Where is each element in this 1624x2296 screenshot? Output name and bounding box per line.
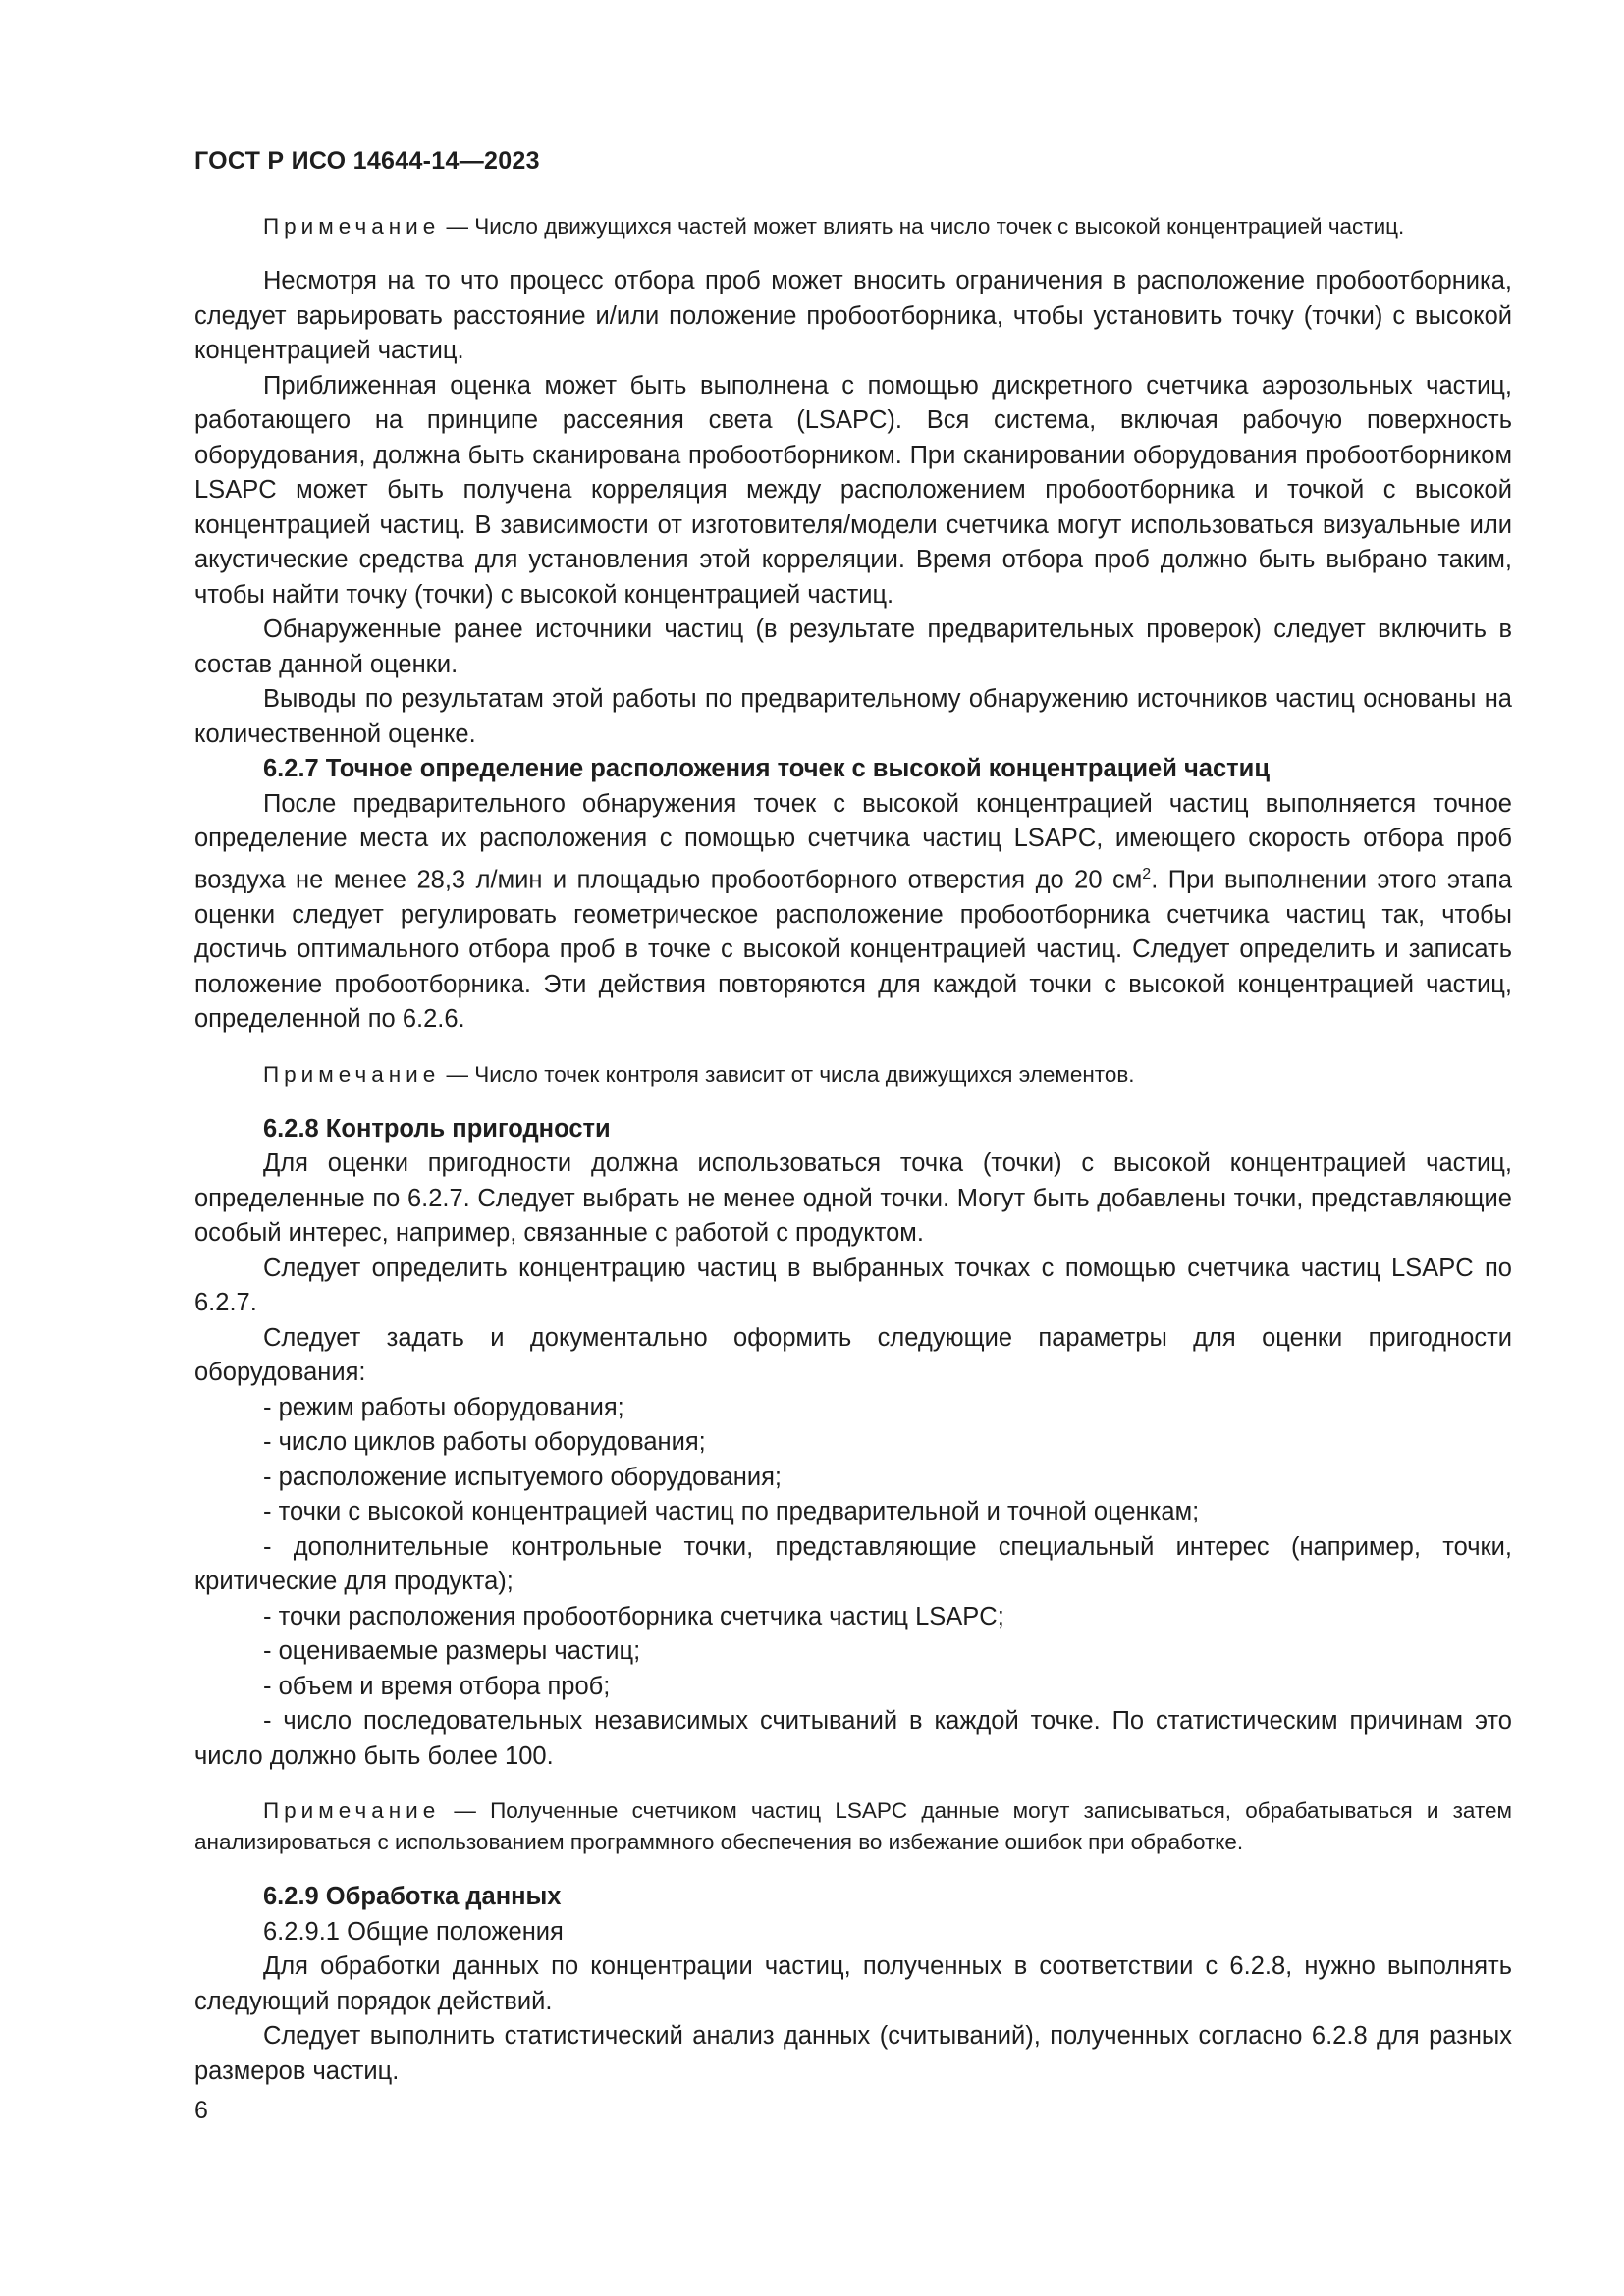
note-label: Примечание	[263, 1061, 441, 1087]
parameter-list	[194, 1391, 1512, 1775]
section-heading-6-2-7: 6.2.7 Точное определение расположения точек с высокой концентрацией частиц	[263, 755, 1270, 782]
note-2	[194, 1059, 1512, 1091]
section-heading-6-2-9: 6.2.9 Обработка данных	[263, 1883, 562, 1910]
list-item: - оцениваемые размеры частиц;	[263, 1637, 641, 1665]
list-item: - объем и время отбора проб;	[263, 1672, 611, 1700]
note-label: Примечание	[263, 214, 441, 239]
note-1	[194, 211, 1512, 242]
paragraph: Выводы по результатам этой работы по предварительному обнаружению источников частиц основаны на количественной оценке.	[194, 685, 1512, 748]
paragraph: Следует выполнить статистический анализ данных (считываний), полученных согласно 6.2.8 для разных размеров частиц.	[194, 2022, 1512, 2085]
page-number: 6	[194, 2097, 208, 2124]
paragraph: Для обработки данных по концентрации частиц, полученных в соответствии с 6.2.8, нужно выполнять следующий порядок действий.	[194, 1952, 1512, 2015]
list-item: - режим работы оборудования;	[263, 1393, 624, 1421]
document-page	[194, 147, 1512, 2089]
paragraph: Несмотря на то что процесс отбора проб может вносить ограничения в расположение пробоотборника, следует варьировать расстояние и/или положение пробоотборника, чтобы установить точку (точки) с высокой концентрацией частиц.	[194, 267, 1512, 364]
note-text: — Число точек контроля зависит от числа движущихся элементов.	[440, 1061, 1135, 1087]
list-item: - дополнительные контрольные точки, представляющие специальный интерес (например, точки, критические для продукта);	[194, 1532, 1512, 1595]
section-heading-6-2-8: 6.2.8 Контроль пригодности	[263, 1114, 611, 1143]
note-text: — Число движущихся частей может влиять на число точек с высокой концентрацией частиц.	[440, 214, 1405, 239]
paragraph: Приближенная оценка может быть выполнена с помощью дискретного счетчика аэрозольных частиц, работающего на принципе рассеяния света (LSAPC). Вся система, включая рабочую поверхность оборудования, должна быть сканирована пробоотборником. При сканировании оборудования пробоотборником LSAPC может быть получена корреляция между расположением пробоотборника и точкой с высокой концентрацией частиц. В зависимости от изготовителя/модели счетчика могут использоваться визуальные или акустические средства для установления этой корреляции. Время отбора проб должно быть выбрано таким, чтобы найти точку (точки) с высокой концентрацией частиц.	[194, 371, 1512, 609]
list-item: - точки с высокой концентрацией частиц по предварительной и точной оценкам;	[263, 1498, 1200, 1525]
list-item: - расположение испытуемого оборудования;	[263, 1463, 782, 1491]
note-3	[194, 1795, 1512, 1858]
paragraph-text: После предварительного обнаружения точек с высокой концентрацией частиц выполняется точное определение места их расположения с помощью счетчика частиц LSAPC, имеющего скорость отбора проб воздуха не менее 28,3 л/мин и площадью пробоотборного отверстия до 20 см	[194, 789, 1512, 893]
paragraph: Для оценки пригодности должна использоваться точка (точки) с высокой концентрацией частиц, определенные по 6.2.7. Следует выбрать не менее одной точки. Могут быть добавлены точки, представляющие особый интерес, например, связанные с работой с продуктом.	[194, 1149, 1512, 1247]
list-item: - точки расположения пробоотборника счетчика частиц LSAPC;	[263, 1602, 1004, 1630]
paragraph: Следует задать и документально оформить следующие параметры для оценки пригодности оборудования:	[194, 1323, 1512, 1386]
paragraph: Обнаруженные ранее источники частиц (в результате предварительных проверок) следует включить в состав данной оценки.	[194, 615, 1512, 678]
note-label: Примечание	[263, 1798, 441, 1823]
paragraph	[194, 787, 1512, 1038]
paragraph-text: . При выполнении этого этапа оценки следует регулировать геометрическое расположение пробоотборника счетчика частиц так, чтобы достичь оптимального отбора проб в точке с высокой концентрацией частиц. Следует определить и записать положение пробоотборника. Эти действия повторяются для каждой точки с высокой концентрацией частиц, определенной по 6.2.6.	[194, 866, 1512, 1033]
paragraph: Следует определить концентрацию частиц в выбранных точках с помощью счетчика частиц LSAPC по 6.2.7.	[194, 1254, 1512, 1316]
subsection-heading-6-2-9-1: 6.2.9.1 Общие положения	[263, 1917, 564, 1946]
note-text: — Полученные счетчиком частиц LSAPC данные могут записываться, обрабатываться и затем анализироваться с использованием программного обеспечения во избежание ошибок при обработке.	[194, 1798, 1512, 1854]
list-item: - число циклов работы оборудования;	[263, 1428, 706, 1456]
document-header: ГОСТ Р ИСО 14644-14—2023	[194, 147, 540, 175]
superscript: 2	[1142, 865, 1152, 882]
list-item: - число последовательных независимых считываний в каждой точке. По статистическим причинам это число должно быть более 100.	[194, 1707, 1512, 1770]
